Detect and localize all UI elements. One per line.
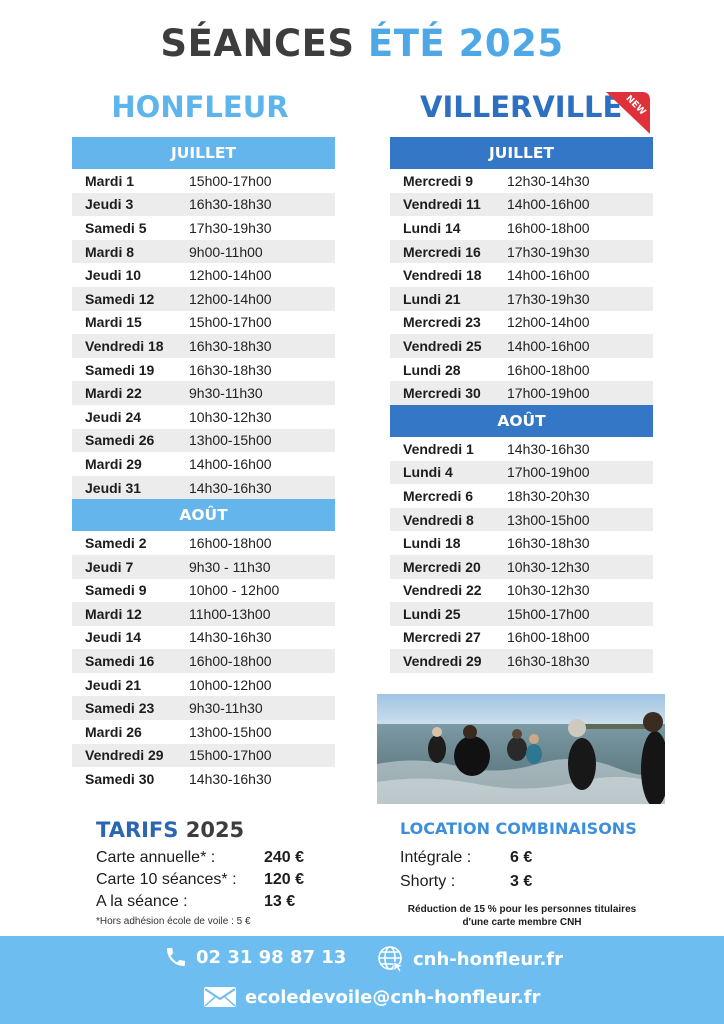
session-time: 17h00-19h00	[507, 464, 590, 481]
tarif-note: *Hors adhésion école de voile : 5 €	[96, 916, 251, 927]
session-time: 13h00-15h00	[189, 432, 272, 449]
location-price: 3 €	[510, 873, 533, 890]
phone-number: 02 31 98 87 13	[196, 946, 347, 968]
session-row	[390, 602, 653, 626]
session-row	[72, 696, 335, 720]
tarif-row	[96, 893, 326, 911]
envelope-icon	[203, 985, 237, 1009]
session-row	[72, 555, 335, 579]
session-time: 10h00 - 12h00	[189, 582, 280, 599]
session-day: Vendredi 8	[403, 511, 474, 528]
session-time: 16h30-18h30	[189, 337, 272, 354]
session-row	[72, 452, 335, 476]
session-day: Mardi 8	[85, 243, 135, 260]
session-day: Jeudi 7	[85, 558, 134, 575]
location-note: Réduction de 15 % pour les personnes titulaires d'une carte membre CNH	[407, 904, 637, 928]
email-address: ecoledevoile@cnh-honfleur.fr	[245, 986, 541, 1008]
session-day: Mardi 29	[85, 455, 142, 472]
session-day: Mardi 15	[85, 314, 142, 331]
session-time: 13h00-15h00	[507, 511, 590, 528]
session-time: 16h00-18h00	[507, 361, 590, 378]
session-time: 14h30-16h30	[507, 440, 590, 457]
location-row	[400, 849, 560, 867]
session-row	[72, 287, 335, 311]
session-row	[72, 649, 335, 673]
contact-footer	[0, 936, 724, 1024]
session-day: Jeudi 10	[85, 267, 142, 284]
session-day: Samedi 9	[85, 582, 147, 599]
session-row	[72, 240, 335, 264]
villerville-juillet-list	[390, 169, 653, 405]
location-label: Intégrale :	[400, 849, 472, 866]
tarif-label: Carte 10 séances* :	[96, 871, 237, 888]
session-day: Vendredi 29	[85, 747, 164, 764]
session-time: 15h00-17h00	[189, 747, 272, 764]
session-row	[72, 626, 335, 650]
session-day: Vendredi 22	[403, 582, 482, 599]
session-time: 15h00-17h00	[507, 605, 590, 622]
session-day: Mercredi 6	[403, 487, 474, 504]
session-day: Lundi 4	[403, 464, 453, 481]
session-time: 14h00-16h00	[507, 196, 590, 213]
new-badge	[604, 92, 652, 136]
session-row	[72, 579, 335, 603]
session-day: Mercredi 20	[403, 558, 481, 575]
tarif-price: 120 €	[264, 871, 305, 888]
session-row	[72, 193, 335, 217]
session-row	[72, 334, 335, 358]
session-row	[390, 579, 653, 603]
session-day: Mercredi 30	[403, 385, 481, 402]
location-price: 6 €	[510, 849, 533, 866]
session-row	[390, 437, 653, 461]
honfleur-juillet-list	[72, 169, 335, 499]
session-row	[72, 216, 335, 240]
page-title	[0, 22, 724, 65]
honfleur-aout-header: AOÛT	[72, 499, 335, 531]
swimmers-photo	[377, 694, 665, 804]
session-row	[72, 381, 335, 405]
session-day: Vendredi 1	[403, 440, 474, 457]
session-time: 16h00-18h00	[507, 629, 590, 646]
tarif-row	[96, 849, 326, 867]
tarif-label: A la séance :	[96, 893, 188, 910]
session-row	[72, 531, 335, 555]
new-badge-label: NEW	[623, 93, 648, 118]
session-row	[72, 767, 335, 791]
session-row	[390, 193, 653, 217]
session-time: 14h30-16h30	[189, 479, 272, 496]
location-title: LOCATION COMBINAISONS	[400, 819, 637, 838]
session-day: Lundi 28	[403, 361, 461, 378]
session-time: 12h00-14h00	[189, 267, 272, 284]
session-row	[390, 311, 653, 335]
session-time: 9h00-11h00	[189, 243, 263, 260]
session-time: 10h30-12h30	[507, 558, 590, 575]
session-day: Samedi 12	[85, 290, 155, 307]
session-time: 10h30-12h30	[507, 582, 590, 599]
session-day: Samedi 30	[85, 771, 155, 788]
session-day: Samedi 23	[85, 700, 155, 717]
session-time: 16h30-18h30	[189, 361, 272, 378]
session-time: 10h30-12h30	[189, 408, 272, 425]
villerville-aout-list	[390, 437, 653, 673]
session-row	[390, 626, 653, 650]
session-time: 16h00-18h00	[507, 219, 590, 236]
session-day: Lundi 25	[403, 605, 461, 622]
session-time: 16h00-18h00	[189, 535, 272, 552]
honfleur-heading: HONFLEUR	[111, 90, 289, 124]
session-time: 18h30-20h30	[507, 487, 590, 504]
session-time: 14h00-16h00	[507, 267, 590, 284]
session-row	[72, 311, 335, 335]
session-day: Mercredi 9	[403, 172, 474, 189]
session-time: 12h30-14h30	[507, 172, 590, 189]
session-time: 17h00-19h00	[507, 385, 590, 402]
session-day: Samedi 5	[85, 219, 147, 236]
tarifs-title	[96, 818, 244, 842]
session-row	[390, 508, 653, 532]
session-time: 9h30-11h30	[189, 700, 263, 717]
session-row	[72, 476, 335, 500]
session-row	[72, 429, 335, 453]
website-link[interactable]	[377, 945, 563, 973]
tarif-price: 13 €	[264, 893, 296, 910]
session-day: Vendredi 29	[403, 653, 482, 670]
session-day: Lundi 18	[403, 535, 461, 552]
tarifs-title-word: TARIFS	[96, 818, 179, 842]
session-time: 15h00-17h00	[189, 314, 272, 331]
session-row	[72, 673, 335, 697]
session-row	[390, 358, 653, 382]
session-day: Samedi 26	[85, 432, 155, 449]
session-day: Vendredi 18	[85, 337, 164, 354]
session-row	[72, 169, 335, 193]
session-time: 14h30-16h30	[189, 629, 272, 646]
session-time: 14h30-16h30	[189, 771, 272, 788]
session-row	[390, 169, 653, 193]
session-day: Mardi 12	[85, 605, 142, 622]
session-time: 16h30-18h30	[507, 653, 590, 670]
globe-icon	[377, 945, 405, 973]
session-time: 12h00-14h00	[189, 290, 272, 307]
session-time: 16h30-18h30	[189, 196, 272, 213]
session-day: Jeudi 31	[85, 479, 142, 496]
phone-contact[interactable]	[164, 945, 346, 969]
session-day: Lundi 14	[403, 219, 461, 236]
session-day: Vendredi 25	[403, 337, 482, 354]
honfleur-schedule	[72, 137, 335, 791]
honfleur-aout-list	[72, 531, 335, 791]
villerville-aout-header: AOÛT	[390, 405, 653, 437]
tarifs-title-year: 2025	[185, 818, 245, 842]
session-time: 12h00-14h00	[507, 314, 590, 331]
website-url: cnh-honfleur.fr	[413, 948, 563, 970]
villerville-schedule	[390, 137, 653, 673]
session-row	[72, 405, 335, 429]
session-time: 11h00-13h00	[189, 605, 271, 622]
tarif-label: Carte annuelle* :	[96, 849, 216, 866]
title-seances: SÉANCES	[160, 22, 355, 65]
session-day: Mardi 26	[85, 723, 142, 740]
session-row	[390, 334, 653, 358]
session-day: Jeudi 14	[85, 629, 142, 646]
session-time: 13h00-15h00	[189, 723, 272, 740]
session-row	[390, 287, 653, 311]
session-row	[390, 484, 653, 508]
session-day: Jeudi 24	[85, 408, 142, 425]
session-time: 17h30-19h30	[507, 243, 590, 260]
session-day: Jeudi 3	[85, 196, 134, 213]
session-row	[390, 649, 653, 673]
session-row	[390, 263, 653, 287]
session-day: Mercredi 27	[403, 629, 481, 646]
session-time: 17h30-19h30	[189, 219, 272, 236]
session-time: 10h00-12h00	[189, 676, 272, 693]
phone-icon	[164, 945, 188, 969]
session-day: Lundi 21	[403, 290, 461, 307]
session-time: 9h30 - 11h30	[189, 558, 271, 575]
honfleur-juillet-header: JUILLET	[72, 137, 335, 169]
session-day: Samedi 16	[85, 653, 155, 670]
session-time: 17h30-19h30	[507, 290, 590, 307]
session-row	[72, 358, 335, 382]
session-row	[390, 555, 653, 579]
session-row	[72, 744, 335, 768]
location-label: Shorty :	[400, 873, 456, 890]
tarif-row	[96, 871, 326, 889]
session-day: Vendredi 18	[403, 267, 482, 284]
session-row	[390, 381, 653, 405]
session-day: Jeudi 21	[85, 676, 142, 693]
session-row	[390, 240, 653, 264]
session-time: 14h00-16h00	[507, 337, 590, 354]
session-time: 16h00-18h00	[189, 653, 272, 670]
title-ete-2025: ÉTÉ 2025	[367, 22, 564, 65]
session-day: Samedi 19	[85, 361, 155, 378]
session-row	[72, 263, 335, 287]
session-time: 14h00-16h00	[189, 455, 272, 472]
villerville-juillet-header: JUILLET	[390, 137, 653, 169]
session-day: Mercredi 16	[403, 243, 481, 260]
session-row	[72, 602, 335, 626]
session-day: Mercredi 23	[403, 314, 481, 331]
session-time: 15h00-17h00	[189, 172, 272, 189]
session-day: Mardi 1	[85, 172, 135, 189]
tarif-price: 240 €	[264, 849, 305, 866]
location-row	[400, 873, 560, 891]
session-day: Samedi 2	[85, 535, 147, 552]
session-time: 16h30-18h30	[507, 535, 590, 552]
session-row	[390, 461, 653, 485]
email-link[interactable]	[203, 985, 540, 1009]
session-time: 9h30-11h30	[189, 385, 263, 402]
session-row	[72, 720, 335, 744]
session-row	[390, 216, 653, 240]
villerville-heading: VILLERVILLE	[420, 90, 623, 124]
session-day: Vendredi 11	[403, 196, 481, 213]
session-day: Mardi 22	[85, 385, 142, 402]
session-row	[390, 531, 653, 555]
